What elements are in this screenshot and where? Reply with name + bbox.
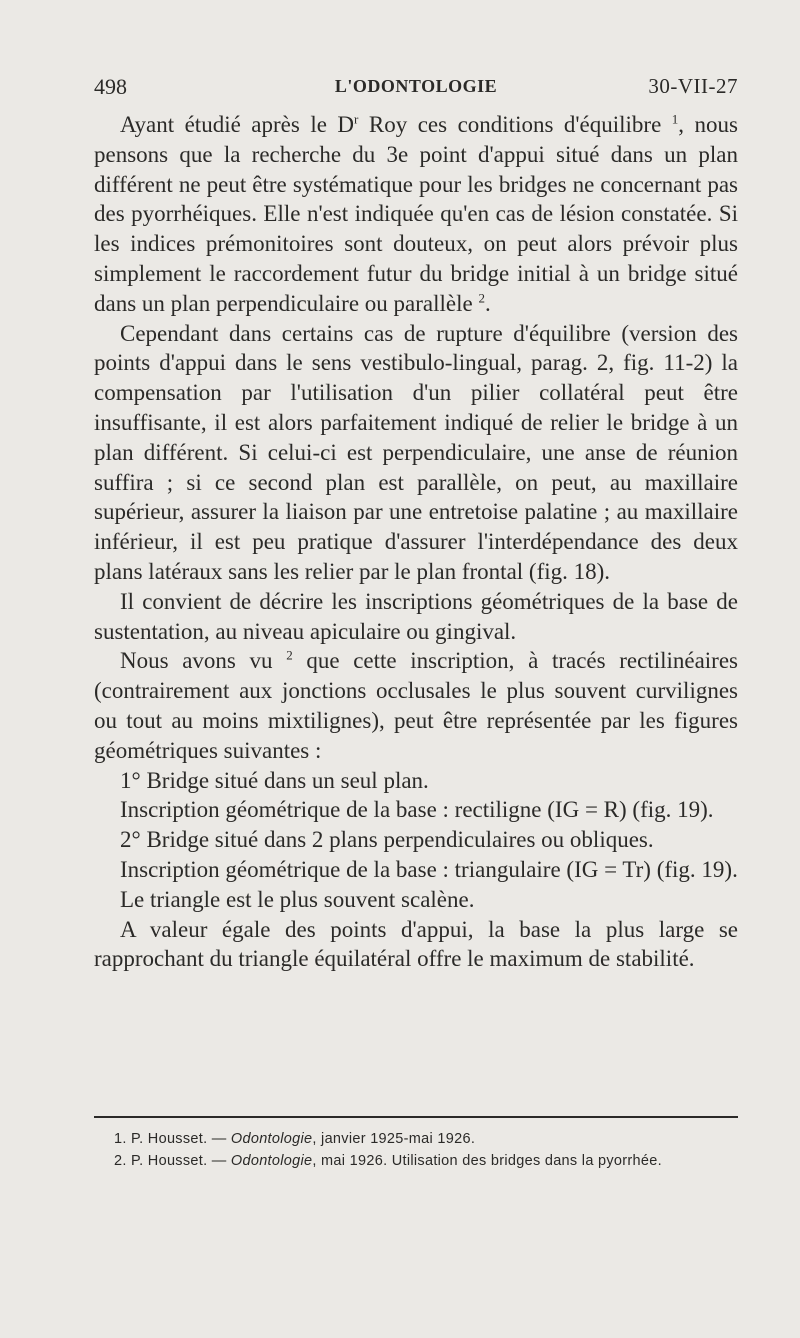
body-text [94, 110, 738, 974]
paragraph-1-text-c: , nous pensons que la recherche du 3e point d'appui situé dans un plan différent ne peut être systématique pour les bridges ne concernant pas des pyorrhéiques. Elle n'est indiquée qu'en cas de lésion constatée. Si les indices prémonitoires sont douteux, on peut alors prévoir plus simplement le raccordement futur du bridge initial à un bridge situé dans un plan perpendiculaire ou parallèle [94, 112, 738, 316]
footnote-2-detail: , mai 1926. Utilisation des bridges dans la pyorrhée. [312, 1153, 662, 1169]
footnote-ref-2: 2 [478, 290, 485, 306]
page-number: 498 [94, 74, 127, 99]
journal-title: L'ODONTOLOGIE [334, 76, 498, 96]
paragraph-10: A valeur égale des points d'appui, la base la plus large se rapprochant du triangle équilatéral offre le maximum de stabilité. [94, 916, 738, 972]
running-head [94, 74, 738, 104]
footnotes [94, 1128, 738, 1172]
paragraph-8: Inscription géométrique de la base : triangulaire (IG = Tr) (fig. 19). [120, 856, 738, 882]
footnote-2-number: 2. [114, 1153, 127, 1169]
footnote-2 [94, 1150, 738, 1172]
paragraph-1-text-b: Roy ces conditions d'équilibre [358, 112, 672, 137]
footnote-1 [94, 1128, 738, 1150]
footnote-ref-1: 1 [671, 111, 679, 127]
paragraph-4 [94, 646, 738, 765]
paragraph-4-text-b: que cette inscription, à tracés rectilinéaires (contrairement aux jonctions occlusales le plus souvent curvilignes ou tout au moins mixtilignes), peut être représentée par les figures géométriques suivantes : [94, 648, 738, 763]
paragraph-7: 2° Bridge situé dans 2 plans perpendiculaires ou obliques. [120, 827, 654, 853]
paragraph-1-text-d: . [484, 290, 491, 316]
paragraph-2: Cependant dans certains cas de rupture d'équilibre (version des points d'appui dans le sens vestibulo-lingual, parag. 2, fig. 11-2) la compensation par l'utilisation d'un pilier collatéral peut être insuffisante, il est alors parfaitement indiqué de relier le bridge à un plan différent. Si celui-ci est perpendiculaire, une anse de réunion suffira ; si ce second plan est parallèle, on peut, au maxillaire supérieur, assurer la liaison par une entretoise palatine ; au maxillaire inférieur, il est peu pratique d'assurer l'interdépendance des deux plans latéraux sans les relier par le plan frontal (fig. 18). [94, 320, 738, 584]
paragraph-5: 1° Bridge situé dans un seul plan. [120, 767, 429, 793]
footnote-ref-2-repeat: 2 [286, 647, 293, 663]
doctor-abbreviation-superscript: r [354, 111, 359, 127]
footnote-divider [94, 1116, 738, 1118]
issue-date: 30-VII-27 [648, 74, 738, 98]
footnote-2-author: P. Housset. — [131, 1153, 231, 1169]
footnote-1-number: 1. [114, 1131, 127, 1147]
paragraph-3: Il convient de décrire les inscriptions géométriques de la base de sustentation, au niveau apiculaire ou gingival. [94, 588, 738, 644]
footnote-1-author: P. Housset. — [131, 1131, 231, 1147]
footnote-1-detail: , janvier 1925-mai 1926. [312, 1131, 476, 1147]
paragraph-1 [94, 110, 738, 319]
footnote-2-journal: Odontologie [230, 1153, 313, 1169]
paragraph-4-text-a: Nous avons vu [120, 648, 287, 674]
footnote-1-journal: Odontologie [230, 1131, 313, 1147]
paragraph-1-text-a: Ayant étudié après le D [120, 112, 355, 137]
paragraph-6: Inscription géométrique de la base : rectiligne (IG = R) (fig. 19). [120, 797, 714, 823]
paragraph-9: Le triangle est le plus souvent scalène. [120, 886, 475, 912]
